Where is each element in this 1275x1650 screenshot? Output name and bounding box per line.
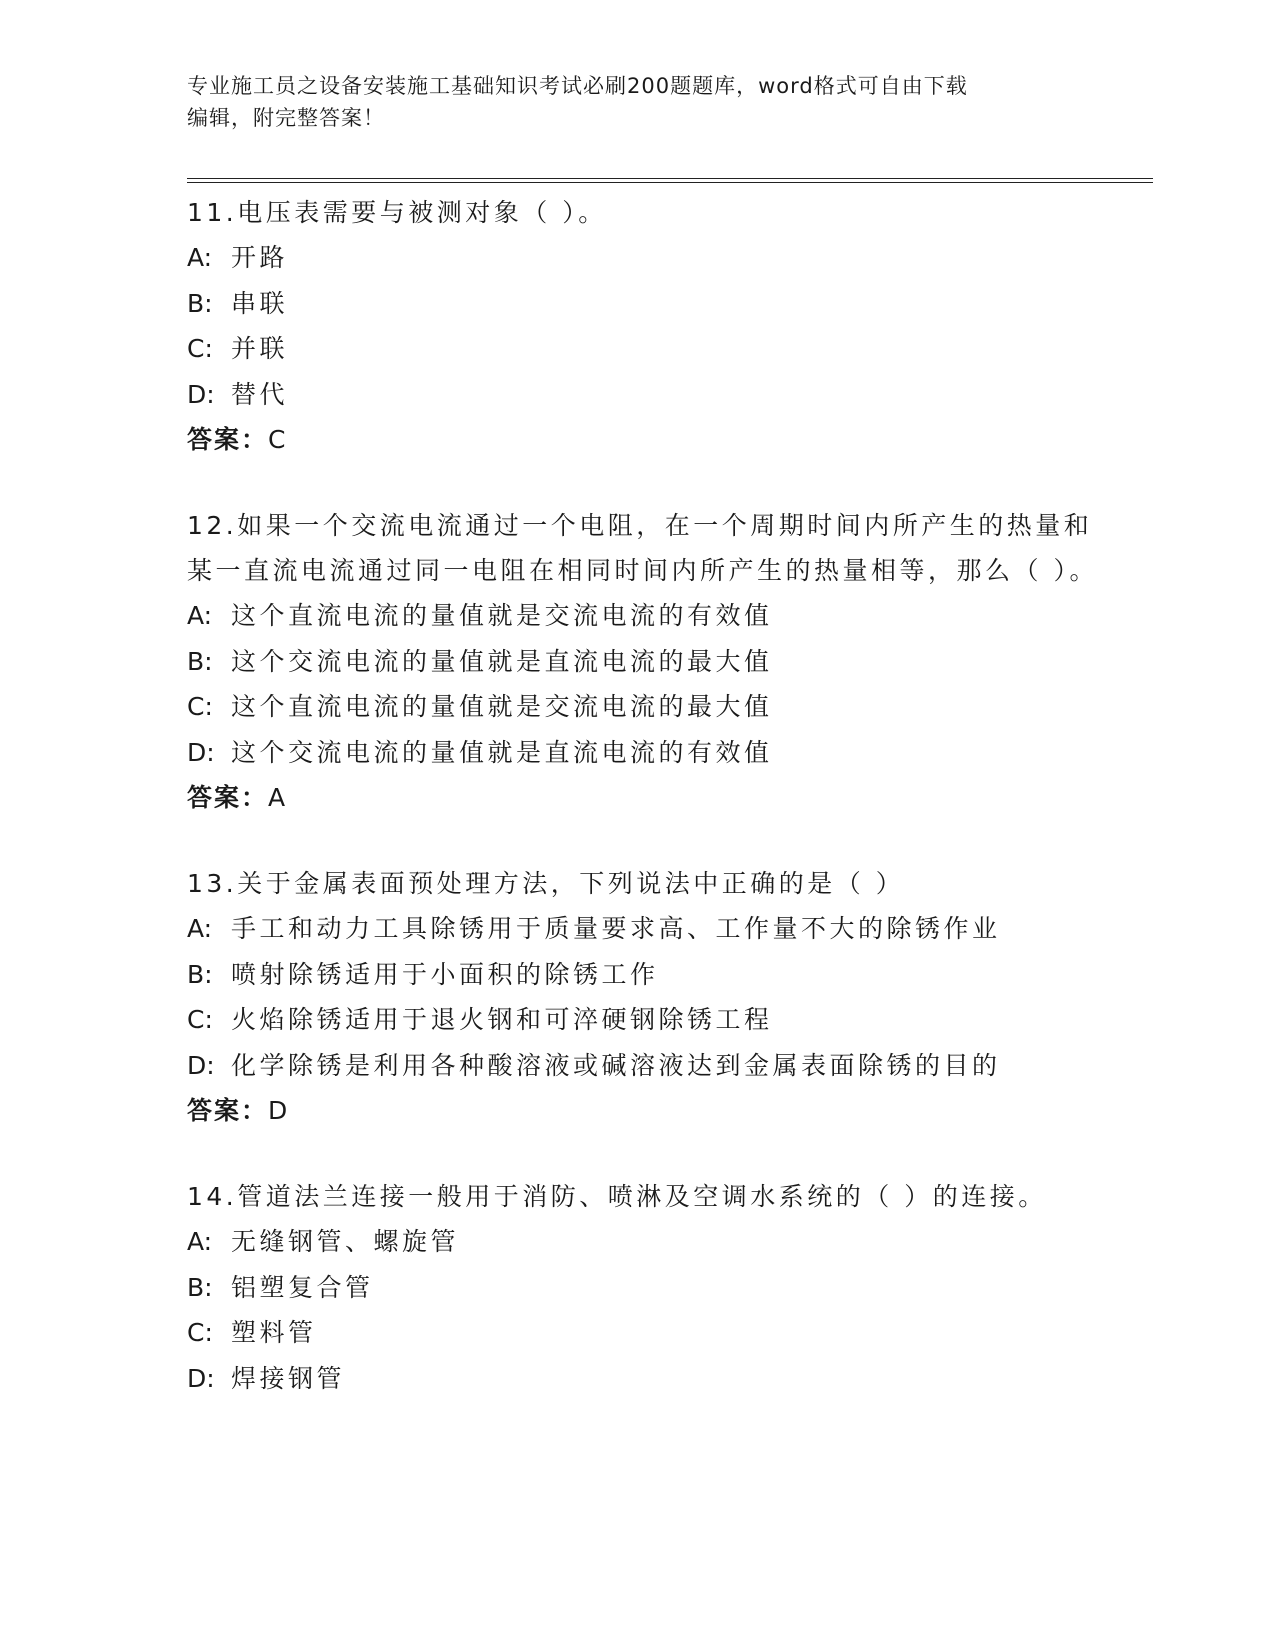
- option-key: B:: [187, 959, 213, 989]
- option-text: 串联: [231, 288, 289, 318]
- option-key: A:: [187, 243, 213, 272]
- question-11: [187, 188, 1107, 462]
- document-header: [187, 70, 1087, 134]
- option-text: 铝塑复合管: [231, 1272, 374, 1302]
- option-key: B:: [187, 646, 213, 676]
- option-a: [187, 593, 1107, 639]
- answer-value: A: [268, 783, 288, 812]
- option-text: 火焰除锈适用于退火钢和可淬硬钢除锈工程: [231, 1005, 773, 1034]
- answer-label: 答案：: [187, 425, 269, 454]
- option-d: [187, 1043, 1107, 1089]
- option-d: [187, 1356, 1107, 1402]
- option-text: 塑料管: [231, 1318, 317, 1347]
- answer-label: 答案：: [187, 1096, 269, 1125]
- question-stem: 12.如果一个交流电流通过一个电阻，在一个周期时间内所产生的热量和某一直流电流通过同一电阻在相同时间内所产生的热量相等，那么（ ）。: [187, 511, 1098, 585]
- option-text: 开路: [231, 243, 289, 272]
- answer-label: 答案：: [187, 783, 269, 812]
- header-line-1: 专业施工员之设备安装施工基础知识考试必刷200题题库，word格式可自由下载: [187, 74, 968, 98]
- option-key: C:: [187, 1318, 213, 1347]
- option-b: [187, 1265, 1107, 1311]
- question-13: [187, 859, 1107, 1133]
- option-key: D:: [187, 737, 215, 767]
- option-a: [187, 235, 1107, 281]
- header-divider-top: [187, 178, 1153, 179]
- question-12: [187, 501, 1107, 820]
- answer-line: [187, 417, 1107, 462]
- option-text: 手工和动力工具除锈用于质量要求高、工作量不大的除锈作业: [231, 914, 1001, 943]
- option-text: 这个交流电流的量值就是直流电流的有效值: [231, 737, 773, 767]
- option-key: A:: [187, 914, 213, 943]
- header-divider-bottom: [187, 182, 1153, 183]
- question-stem: 13.关于金属表面预处理方法，下列说法中正确的是（ ）: [187, 869, 905, 898]
- option-d: [187, 372, 1107, 418]
- question-stem: 11.电压表需要与被测对象（ ）。: [187, 198, 607, 227]
- answer-line: [187, 775, 1107, 820]
- option-d: [187, 730, 1107, 776]
- option-key: D:: [187, 379, 215, 409]
- option-key: D:: [187, 1050, 215, 1080]
- option-text: 替代: [231, 379, 289, 409]
- option-key: C:: [187, 1005, 213, 1034]
- option-text: 无缝钢管、螺旋管: [231, 1227, 460, 1256]
- option-key: C:: [187, 334, 213, 363]
- option-b: [187, 952, 1107, 998]
- option-text: 焊接钢管: [231, 1363, 346, 1393]
- option-key: A:: [187, 1227, 213, 1256]
- option-key: D:: [187, 1363, 215, 1393]
- option-c: [187, 684, 1107, 730]
- option-text: 并联: [231, 334, 289, 363]
- option-key: A:: [187, 601, 213, 630]
- option-c: [187, 1310, 1107, 1356]
- question-stem: 14.管道法兰连接一般用于消防、喷淋及空调水系统的（ ）的连接。: [187, 1182, 1047, 1211]
- option-key: B:: [187, 1272, 213, 1302]
- answer-line: [187, 1088, 1107, 1133]
- option-a: [187, 1219, 1107, 1265]
- option-text: 化学除锈是利用各种酸溶液或碱溶液达到金属表面除锈的目的: [231, 1050, 1001, 1080]
- option-text: 这个直流电流的量值就是交流电流的最大值: [231, 692, 773, 721]
- question-14: [187, 1172, 1107, 1401]
- option-key: C:: [187, 692, 213, 721]
- option-c: [187, 997, 1107, 1043]
- answer-value: C: [268, 425, 288, 454]
- option-b: [187, 281, 1107, 327]
- answer-value: D: [268, 1096, 290, 1125]
- question-list: [187, 188, 1107, 1440]
- option-text: 这个直流电流的量值就是交流电流的有效值: [231, 601, 773, 630]
- option-b: [187, 639, 1107, 685]
- option-text: 喷射除锈适用于小面积的除锈工作: [231, 959, 659, 989]
- option-c: [187, 326, 1107, 372]
- option-key: B:: [187, 288, 213, 318]
- option-a: [187, 906, 1107, 952]
- header-line-2: 编辑，附完整答案！: [187, 106, 385, 130]
- option-text: 这个交流电流的量值就是直流电流的最大值: [231, 646, 773, 676]
